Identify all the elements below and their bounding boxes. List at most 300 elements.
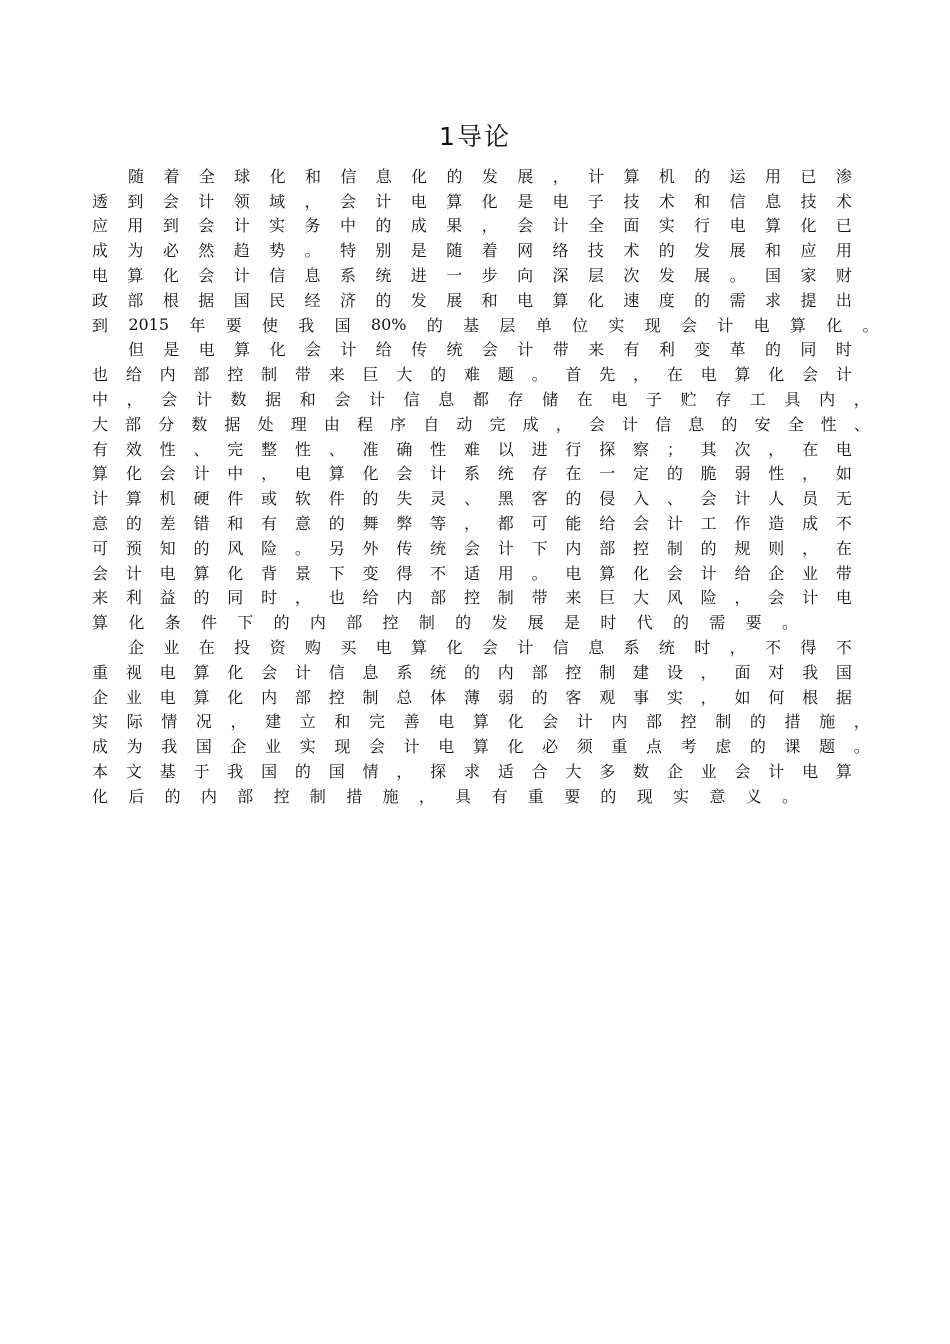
text-glyph: 算 [234, 340, 251, 360]
text-glyph: 行 [694, 216, 711, 236]
text-glyph: 传 [396, 538, 413, 558]
text-glyph: 算 [835, 762, 852, 782]
text-glyph: 工 [749, 390, 766, 410]
text-glyph: 计 [835, 365, 852, 385]
text-glyph: 。 [853, 737, 870, 757]
text-glyph: 化 [800, 216, 817, 236]
text-glyph: 会 [369, 737, 386, 757]
text-glyph: 着 [163, 166, 180, 186]
text-glyph: 分 [158, 414, 175, 434]
text-glyph: 求 [463, 762, 480, 782]
text-glyph: ， [126, 390, 143, 410]
text-glyph: 会 [542, 712, 559, 732]
text-glyph: 国 [334, 315, 351, 335]
text-glyph: 计 [588, 166, 605, 186]
text-glyph: 业 [125, 687, 142, 707]
text-glyph: 势 [269, 241, 286, 261]
text-glyph: ， [700, 687, 717, 707]
text-glyph: 信 [729, 191, 746, 211]
text-glyph: ， [294, 588, 311, 608]
text-line [92, 609, 852, 634]
text-glyph: 电 [700, 365, 717, 385]
text-glyph: 客 [565, 687, 582, 707]
text-glyph: 需 [729, 290, 746, 310]
text-glyph: 电 [802, 762, 819, 782]
text-glyph: 渗 [835, 166, 852, 186]
section-title: 1导论 [439, 122, 511, 151]
text-glyph: 等 [430, 514, 447, 534]
text-glyph: 的 [446, 166, 463, 186]
text-glyph: 难 [463, 439, 480, 459]
text-glyph: 在 [565, 464, 582, 484]
text-glyph: 企 [128, 638, 145, 658]
text-glyph: 制 [309, 786, 326, 806]
text-glyph: 化 [481, 191, 498, 211]
text-glyph: 意 [92, 514, 109, 534]
text-glyph: 计 [734, 489, 751, 509]
text-glyph: 的 [565, 489, 582, 509]
text-line [92, 709, 870, 734]
text-glyph: 基 [463, 315, 480, 335]
text-glyph: 层 [499, 315, 516, 335]
text-glyph: 息 [588, 638, 605, 658]
text-glyph: 术 [835, 191, 852, 211]
text-glyph: 定 [633, 464, 650, 484]
text-glyph: 信 [552, 638, 569, 658]
text-glyph: 中 [339, 216, 356, 236]
text-glyph: 部 [237, 786, 254, 806]
text-glyph: 计 [517, 638, 534, 658]
text-line [92, 634, 852, 659]
text-glyph: 计 [233, 216, 250, 236]
text-glyph: 已 [835, 216, 852, 236]
text-glyph: 总 [396, 687, 413, 707]
text-glyph: 题 [819, 737, 836, 757]
text-glyph: 计 [198, 191, 215, 211]
text-glyph: 成 [410, 216, 427, 236]
text-glyph: 内 [565, 538, 582, 558]
text-glyph: 和 [299, 390, 316, 410]
text-line [92, 262, 852, 287]
text-glyph: 计 [552, 216, 569, 236]
text-glyph: ， [734, 588, 751, 608]
text-glyph: 2015 [128, 314, 170, 334]
text-glyph: 会 [481, 340, 498, 360]
text-glyph: 脆 [700, 464, 717, 484]
text-glyph: 内 [611, 712, 628, 732]
text-glyph: 部 [125, 414, 142, 434]
text-glyph: 利 [125, 588, 142, 608]
text-glyph: ， [396, 762, 413, 782]
text-glyph: 大 [92, 414, 109, 434]
text-glyph: 会 [339, 191, 356, 211]
text-glyph: ， [418, 786, 435, 806]
text-glyph: 会 [481, 638, 498, 658]
text-glyph: 化 [507, 737, 524, 757]
text-glyph: 会 [198, 266, 215, 286]
text-line [92, 237, 852, 262]
text-glyph: 的 [673, 613, 690, 633]
text-glyph: 面 [623, 216, 640, 236]
text-glyph: 用 [497, 563, 514, 583]
text-glyph: 后 [128, 786, 145, 806]
text-glyph: 国 [765, 266, 782, 286]
text-glyph: 到 [127, 191, 144, 211]
text-glyph: 预 [125, 538, 142, 558]
text-glyph: 息 [765, 191, 782, 211]
text-glyph: 在 [666, 365, 683, 385]
text-glyph: 化 [162, 266, 179, 286]
text-glyph: 内 [261, 687, 278, 707]
text-glyph: 化 [227, 563, 244, 583]
text-glyph: 部 [599, 538, 616, 558]
text-glyph: 准 [362, 439, 379, 459]
text-glyph: 控 [273, 786, 290, 806]
text-glyph: 算 [734, 365, 751, 385]
text-glyph: 弱 [734, 464, 751, 484]
text-glyph: 但 [128, 340, 145, 360]
text-glyph: 施 [382, 786, 399, 806]
text-glyph: 义 [745, 786, 762, 806]
text-glyph: 点 [646, 737, 663, 757]
text-glyph: 客 [531, 489, 548, 509]
text-line [92, 733, 870, 758]
text-glyph: 电 [159, 687, 176, 707]
text-glyph: 到 [92, 315, 109, 335]
text-glyph: 内 [819, 390, 836, 410]
text-glyph: 弊 [396, 514, 413, 534]
text-glyph: 球 [234, 166, 251, 186]
text-glyph: 的 [749, 737, 766, 757]
text-glyph: 速 [623, 290, 640, 310]
text-glyph: 现 [334, 737, 351, 757]
text-glyph: 计 [294, 662, 311, 682]
text-glyph: ， [463, 514, 480, 534]
text-glyph: 统 [497, 464, 514, 484]
text-glyph: 的 [375, 216, 392, 236]
text-glyph: 成 [802, 514, 819, 534]
text-glyph: 部 [430, 588, 447, 608]
text-glyph: 计 [576, 712, 593, 732]
text-glyph: 化 [227, 687, 244, 707]
text-glyph: 的 [193, 538, 210, 558]
text-glyph: 电 [438, 712, 455, 732]
text-glyph: 技 [800, 191, 817, 211]
text-glyph: 必 [542, 737, 559, 757]
text-glyph: 风 [227, 538, 244, 558]
text-glyph: 化 [826, 315, 843, 335]
text-glyph: 电 [611, 390, 628, 410]
text-glyph: 到 [162, 216, 179, 236]
text-glyph: 给 [734, 563, 751, 583]
text-glyph: 行 [565, 439, 582, 459]
text-glyph: 用 [835, 241, 852, 261]
text-glyph: 我 [802, 662, 819, 682]
text-glyph: 化 [125, 464, 142, 484]
text-glyph: 会 [666, 563, 683, 583]
text-glyph: 立 [299, 712, 316, 732]
text-glyph: 大 [633, 588, 650, 608]
text-line [92, 758, 852, 783]
text-glyph: 。 [531, 365, 548, 385]
text-glyph: 要 [745, 613, 762, 633]
text-glyph: 随 [446, 241, 463, 261]
text-glyph: 的 [658, 241, 675, 261]
text-glyph: 能 [565, 514, 582, 534]
text-glyph: 内 [200, 786, 217, 806]
text-glyph: 的 [694, 290, 711, 310]
text-glyph: 制 [599, 662, 616, 682]
text-glyph: 然 [198, 241, 215, 261]
text-glyph: 深 [552, 266, 569, 286]
text-glyph: 性 [294, 439, 311, 459]
text-glyph: 领 [233, 191, 250, 211]
text-glyph: 算 [125, 489, 142, 509]
text-line [92, 783, 852, 808]
text-glyph: 算 [92, 613, 109, 633]
text-glyph: 提 [800, 290, 817, 310]
text-glyph: 计 [802, 588, 819, 608]
text-glyph: 全 [787, 414, 804, 434]
text-glyph: 化 [92, 786, 109, 806]
text-glyph: 内 [159, 365, 176, 385]
text-glyph: 弱 [497, 687, 514, 707]
text-glyph: 电 [198, 340, 215, 360]
text-glyph: 电 [92, 266, 109, 286]
text-glyph: 、 [666, 489, 683, 509]
text-glyph: 和 [481, 290, 498, 310]
text-glyph: 济 [339, 290, 356, 310]
text-glyph: 内 [309, 613, 326, 633]
text-glyph: 情 [161, 712, 178, 732]
text-glyph: ， [802, 538, 819, 558]
text-glyph: 革 [729, 340, 746, 360]
text-line [92, 312, 879, 337]
text-glyph: 序 [390, 414, 407, 434]
text-glyph: 完 [489, 414, 506, 434]
text-glyph: 为 [127, 241, 144, 261]
text-glyph: 国 [835, 662, 852, 682]
text-glyph: 电 [835, 439, 852, 459]
text-glyph: 络 [552, 241, 569, 261]
text-line [92, 560, 852, 585]
text-glyph: 制 [418, 613, 435, 633]
text-glyph: 下 [531, 538, 548, 558]
text-glyph: 利 [658, 340, 675, 360]
text-glyph: 侵 [599, 489, 616, 509]
text-glyph: 如 [734, 687, 751, 707]
text-glyph: 制 [666, 538, 683, 558]
text-glyph: 必 [162, 241, 179, 261]
text-glyph: 透 [92, 191, 109, 211]
text-glyph: 重 [92, 662, 109, 682]
text-glyph: 单 [535, 315, 552, 335]
text-glyph: 企 [230, 737, 247, 757]
text-glyph: 系 [396, 662, 413, 682]
text-glyph: 性 [820, 414, 837, 434]
text-glyph: 实 [92, 712, 109, 732]
text-glyph: 计 [403, 737, 420, 757]
text-glyph: 不 [835, 638, 852, 658]
text-glyph: 另 [328, 538, 345, 558]
text-glyph: 经 [304, 290, 321, 310]
text-glyph: 计 [233, 266, 250, 286]
text-glyph: 重 [527, 786, 544, 806]
text-glyph: 、 [853, 414, 870, 434]
text-glyph: 灵 [430, 489, 447, 509]
text-glyph: 和 [694, 191, 711, 211]
text-glyph: 的 [666, 464, 683, 484]
text-glyph: 算 [789, 315, 806, 335]
text-glyph: 动 [456, 414, 473, 434]
text-glyph: 进 [531, 439, 548, 459]
text-glyph: 面 [734, 662, 751, 682]
text-glyph: 制 [362, 687, 379, 707]
text-glyph: 大 [396, 365, 413, 385]
text-glyph: 效 [125, 439, 142, 459]
text-glyph: 购 [304, 638, 321, 658]
text-glyph: 技 [587, 241, 604, 261]
text-glyph: 中 [92, 390, 109, 410]
text-glyph: 数 [191, 414, 208, 434]
text-glyph: 算 [765, 216, 782, 236]
text-glyph: 息 [438, 390, 455, 410]
text-glyph: 是 [564, 613, 581, 633]
text-glyph: 国 [233, 290, 250, 310]
text-glyph: 发 [410, 290, 427, 310]
text-glyph: 和 [765, 241, 782, 261]
text-glyph: 出 [835, 290, 852, 310]
text-glyph: ， [802, 464, 819, 484]
text-glyph: 传 [411, 340, 428, 360]
text-glyph: ， [729, 638, 746, 658]
text-glyph: 果 [446, 216, 463, 236]
text-glyph: 成 [522, 414, 539, 434]
text-glyph: 巨 [362, 365, 379, 385]
text-glyph: 意 [294, 514, 311, 534]
text-glyph: 理 [290, 414, 307, 434]
text-glyph: 具 [455, 786, 472, 806]
text-glyph: 来 [92, 588, 109, 608]
text-glyph: 也 [328, 588, 345, 608]
text-glyph: 处 [257, 414, 274, 434]
text-glyph: 计 [125, 563, 142, 583]
text-glyph: 根 [162, 290, 179, 310]
text-glyph: 则 [768, 538, 785, 558]
text-glyph: ， [853, 712, 870, 732]
text-glyph: 算 [446, 191, 463, 211]
text-glyph: 系 [339, 266, 356, 286]
text-glyph: 使 [261, 315, 278, 335]
text-glyph: 措 [346, 786, 363, 806]
text-glyph: 化 [587, 290, 604, 310]
text-glyph: 来 [328, 365, 345, 385]
text-glyph: 算 [552, 290, 569, 310]
text-glyph: 根 [802, 687, 819, 707]
text-glyph: 算 [193, 662, 210, 682]
text-glyph: 益 [159, 588, 176, 608]
text-glyph: 善 [403, 712, 420, 732]
text-glyph: 察 [633, 439, 650, 459]
text-glyph: 计 [375, 191, 392, 211]
text-glyph: 化 [507, 712, 524, 732]
text-glyph: 会 [198, 216, 215, 236]
text-glyph: 要 [564, 786, 581, 806]
text-glyph: 知 [159, 538, 176, 558]
text-glyph: 视 [125, 662, 142, 682]
text-glyph: 信 [269, 266, 286, 286]
text-glyph: 化 [269, 340, 286, 360]
text-glyph: 际 [126, 712, 143, 732]
text-glyph: 薄 [463, 687, 480, 707]
text-glyph: 算 [92, 464, 109, 484]
text-glyph: 内 [497, 662, 514, 682]
text-glyph: 已 [800, 166, 817, 186]
text-glyph: 。 [531, 563, 548, 583]
text-glyph: 部 [346, 613, 363, 633]
text-glyph: 有 [92, 439, 109, 459]
text-glyph: 入 [633, 489, 650, 509]
text-glyph: 计 [340, 340, 357, 360]
text-glyph: 算 [193, 563, 210, 583]
text-glyph: 在 [835, 538, 852, 558]
text-glyph: 何 [768, 687, 785, 707]
text-glyph: 性 [159, 439, 176, 459]
text-glyph: 计 [717, 315, 734, 335]
text-glyph: 重 [611, 737, 628, 757]
text-glyph: 电 [517, 290, 534, 310]
text-glyph: 用 [765, 166, 782, 186]
text-glyph: 代 [636, 613, 653, 633]
text-glyph: 层 [587, 266, 604, 286]
text-glyph: 变 [694, 340, 711, 360]
text-glyph: 会 [588, 414, 605, 434]
text-glyph: 和 [304, 166, 321, 186]
text-glyph: 会 [161, 390, 178, 410]
text-glyph: 计 [497, 538, 514, 558]
text-glyph: 都 [472, 390, 489, 410]
text-line [92, 659, 852, 684]
text-glyph: 控 [680, 712, 697, 732]
text-glyph: 先 [599, 365, 616, 385]
text-glyph: 应 [92, 216, 109, 236]
text-glyph: 买 [340, 638, 357, 658]
text-glyph: 大 [565, 762, 582, 782]
text-glyph: 家 [800, 266, 817, 286]
text-glyph: ， [768, 439, 785, 459]
text-glyph: 事 [633, 687, 650, 707]
text-glyph: 息 [375, 166, 392, 186]
text-glyph: 具 [784, 390, 801, 410]
text-glyph: 据 [224, 414, 241, 434]
text-glyph: 信 [340, 166, 357, 186]
text-glyph: 自 [423, 414, 440, 434]
text-glyph: 企 [768, 563, 785, 583]
text-glyph: 电 [552, 191, 569, 211]
text-glyph: 算 [472, 737, 489, 757]
text-glyph: 部 [646, 712, 663, 732]
text-glyph: 控 [382, 613, 399, 633]
text-glyph: 以 [497, 439, 514, 459]
text-glyph: 会 [162, 191, 179, 211]
text-glyph: 实 [299, 737, 316, 757]
text-glyph: 展 [446, 290, 463, 310]
text-glyph: 需 [709, 613, 726, 633]
text-glyph: 同 [800, 340, 817, 360]
text-glyph: 带 [294, 365, 311, 385]
text-glyph: 计 [195, 390, 212, 410]
text-glyph: 同 [227, 588, 244, 608]
